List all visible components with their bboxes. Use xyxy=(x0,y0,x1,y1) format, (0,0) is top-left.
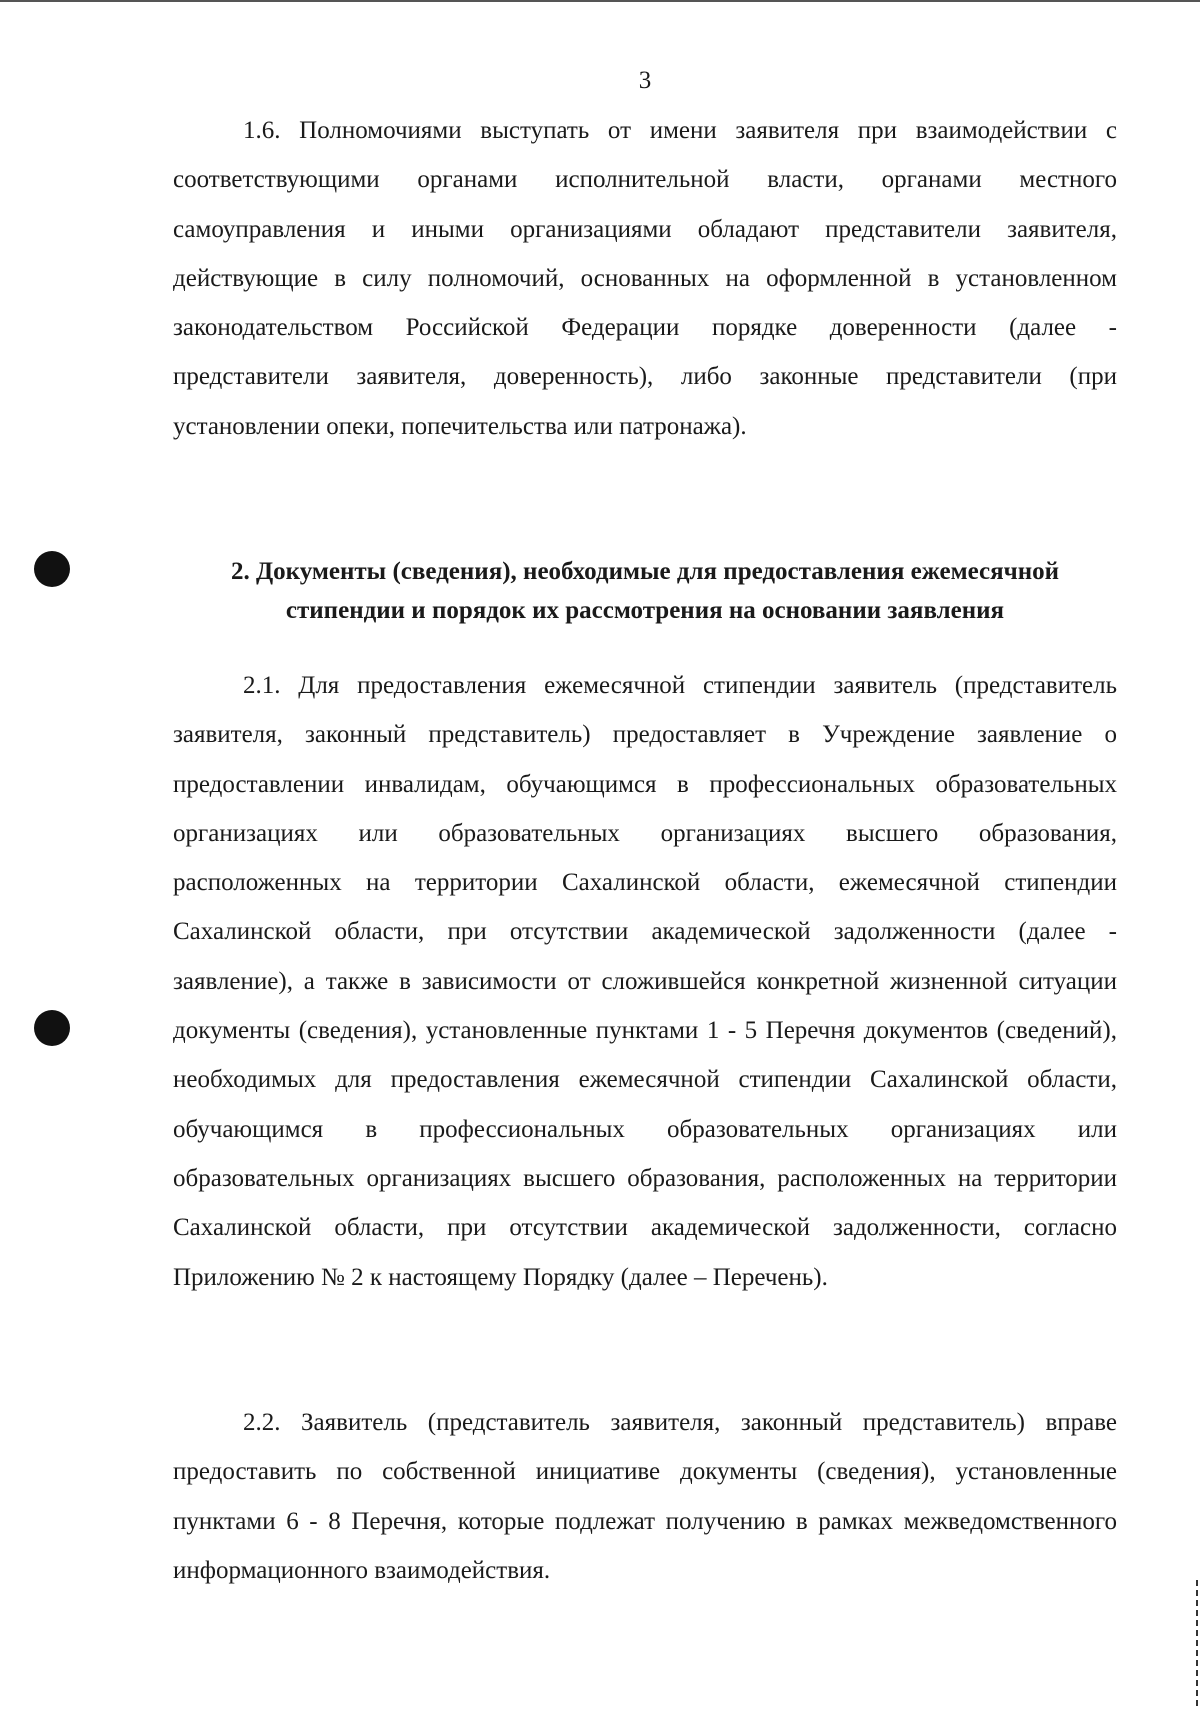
section-2-heading xyxy=(173,552,1117,630)
paragraph-2-2: 2.2. Заявитель (представитель заявителя, законный представитель) вправе предоставить по собственной инициативе документы (сведения), установленные пунктами 6 - 8 Перечня, которые подлежат получению в рамках межведомственного информационного взаимодействия. xyxy=(173,1409,1117,1584)
paragraph-1-6: 1.6. Полномочиями выступать от имени заявителя при взаимодействии с соответствующими органами исполнительной власти, органами местного самоуправления и иными организациями обладают представители заявителя, действующие в силу полномочий, основанных на оформленной в установленном законодательством Российской Федерации порядке доверенности (далее - представители заявителя, доверенность), либо законные представители (при установлении опеки, попечительства или патронажа). xyxy=(173,117,1117,440)
scan-edge-right xyxy=(1196,1580,1198,1710)
page-number: 3 xyxy=(638,67,652,94)
hole-punch-top xyxy=(34,551,70,587)
section-2-heading-line-1: 2. Документы (сведения), необходимые для предоставления ежемесячной xyxy=(230,558,1060,585)
scan-edge-top xyxy=(0,0,1200,2)
hole-punch-bottom xyxy=(34,1010,70,1046)
section-2-heading-line-2: стипендии и порядок их рассмотрения на основании заявления xyxy=(285,597,1005,624)
paragraph-2-1: 2.1. Для предоставления ежемесячной стипендии заявитель (представитель заявителя, законный представитель) предоставляет в Учреждение заявление о предоставлении инвалидам, обучающимся в профессиональных образовательных организациях или образовательных организациях высшего образования, расположенных на территории Сахалинской области, ежемесячной стипендии Сахалинской области, при отсутствии академической задолженности (далее - заявление), а также в зависимости от сложившейся конкретной жизненной ситуации документы (сведения), установленные пунктами 1 - 5 Перечня документов (сведений), необходимых для предоставления ежемесячной стипендии Сахалинской области, обучающимся в профессиональных образовательных организациях или образовательных организациях высшего образования, расположенных на территории Сахалинской области, при отсутствии академической задолженности, согласно Приложению № 2 к настоящему Порядку (далее – Перечень). xyxy=(173,672,1117,1291)
